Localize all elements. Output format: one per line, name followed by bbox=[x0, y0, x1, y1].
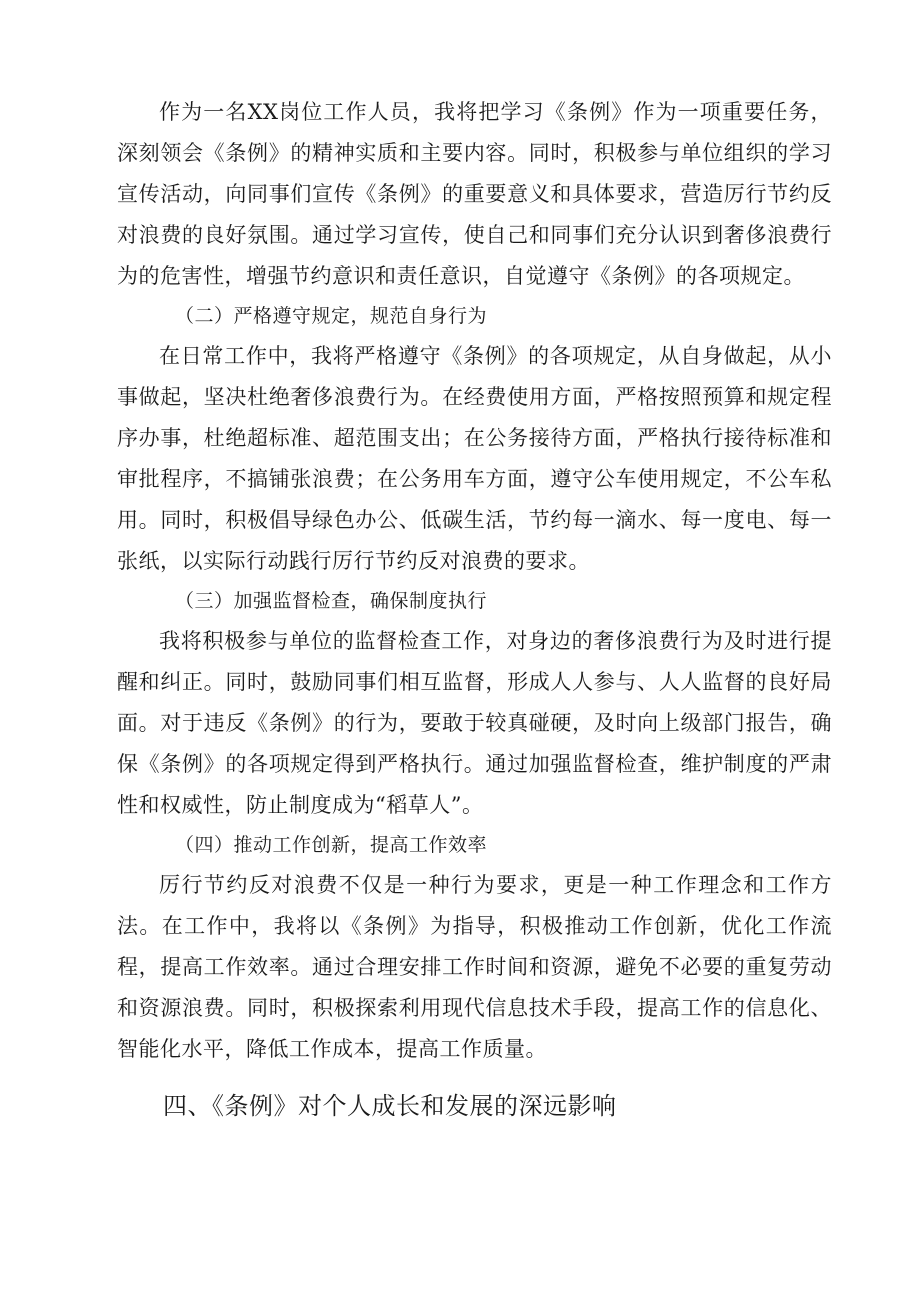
section-title: 四、《条例》对个人成长和发展的深远影响 bbox=[163, 1092, 617, 1120]
paragraph-study-publicity: 作为一名XX岗位工作人员，我将把学习《条例》作为一项重要任务，深刻领会《条例》的精神实质和主要内容。同时，积极参与单位组织的学习宣传活动，向同事们宣传《条例》的重要意义和具体要求，营造厉行节约反对浪费的良好氛围。通过学习宣传，使自己和同事们充分认识到奢侈浪费行为的危害性，增强节约意识和责任意识，自觉遵守《条例》的各项规定。 bbox=[117, 100, 832, 288]
subheading-innovation: （四）推动工作创新，提高工作效率 bbox=[175, 834, 488, 856]
paragraph-daily-work: 在日常工作中，我将严格遵守《条例》的各项规定，从自身做起，从小事做起，坚决杜绝奢侈浪费行为。在经费使用方面，严格按照预算和规定程序办事，杜绝超标准、超范围支出；在公务接待方面，严格执行接待标准和审批程序，不搞铺张浪费；在公务用车方面，遵守公车使用规定，不公车私用。同时，积极倡导绿色办公、低碳生活，节约每一滴水、每一度电、每一张纸，以实际行动践行厉行节约反对浪费的要求。 bbox=[117, 344, 832, 573]
subheading-supervision: （三）加强监督检查，确保制度执行 bbox=[175, 590, 488, 612]
paragraph-innovation: 厉行节约反对浪费不仅是一种行为要求，更是一种工作理念和工作方法。在工作中，我将以《条例》为指导，积极推动工作创新，优化工作流程，提高工作效率。通过合理安排工作时间和资源，避免不必要的重复劳动和资源浪费。同时，积极探索利用现代信息技术手段，提高工作的信息化、智能化水平，降低工作成本，提高工作质量。 bbox=[117, 873, 832, 1061]
subheading-strict-compliance: （二）严格遵守规定，规范自身行为 bbox=[175, 305, 488, 327]
paragraph-supervision: 我将积极参与单位的监督检查工作，对身边的奢侈浪费行为及时进行提醒和纠正。同时，鼓励同事们相互监督，形成人人参与、人人监督的良好局面。对于违反《条例》的行为，要敢于较真碰硬，及时向上级部门报告，确保《条例》的各项规定得到严格执行。通过加强监督检查，维护制度的严肃性和权威性，防止制度成为“稻草人”。 bbox=[117, 629, 832, 817]
